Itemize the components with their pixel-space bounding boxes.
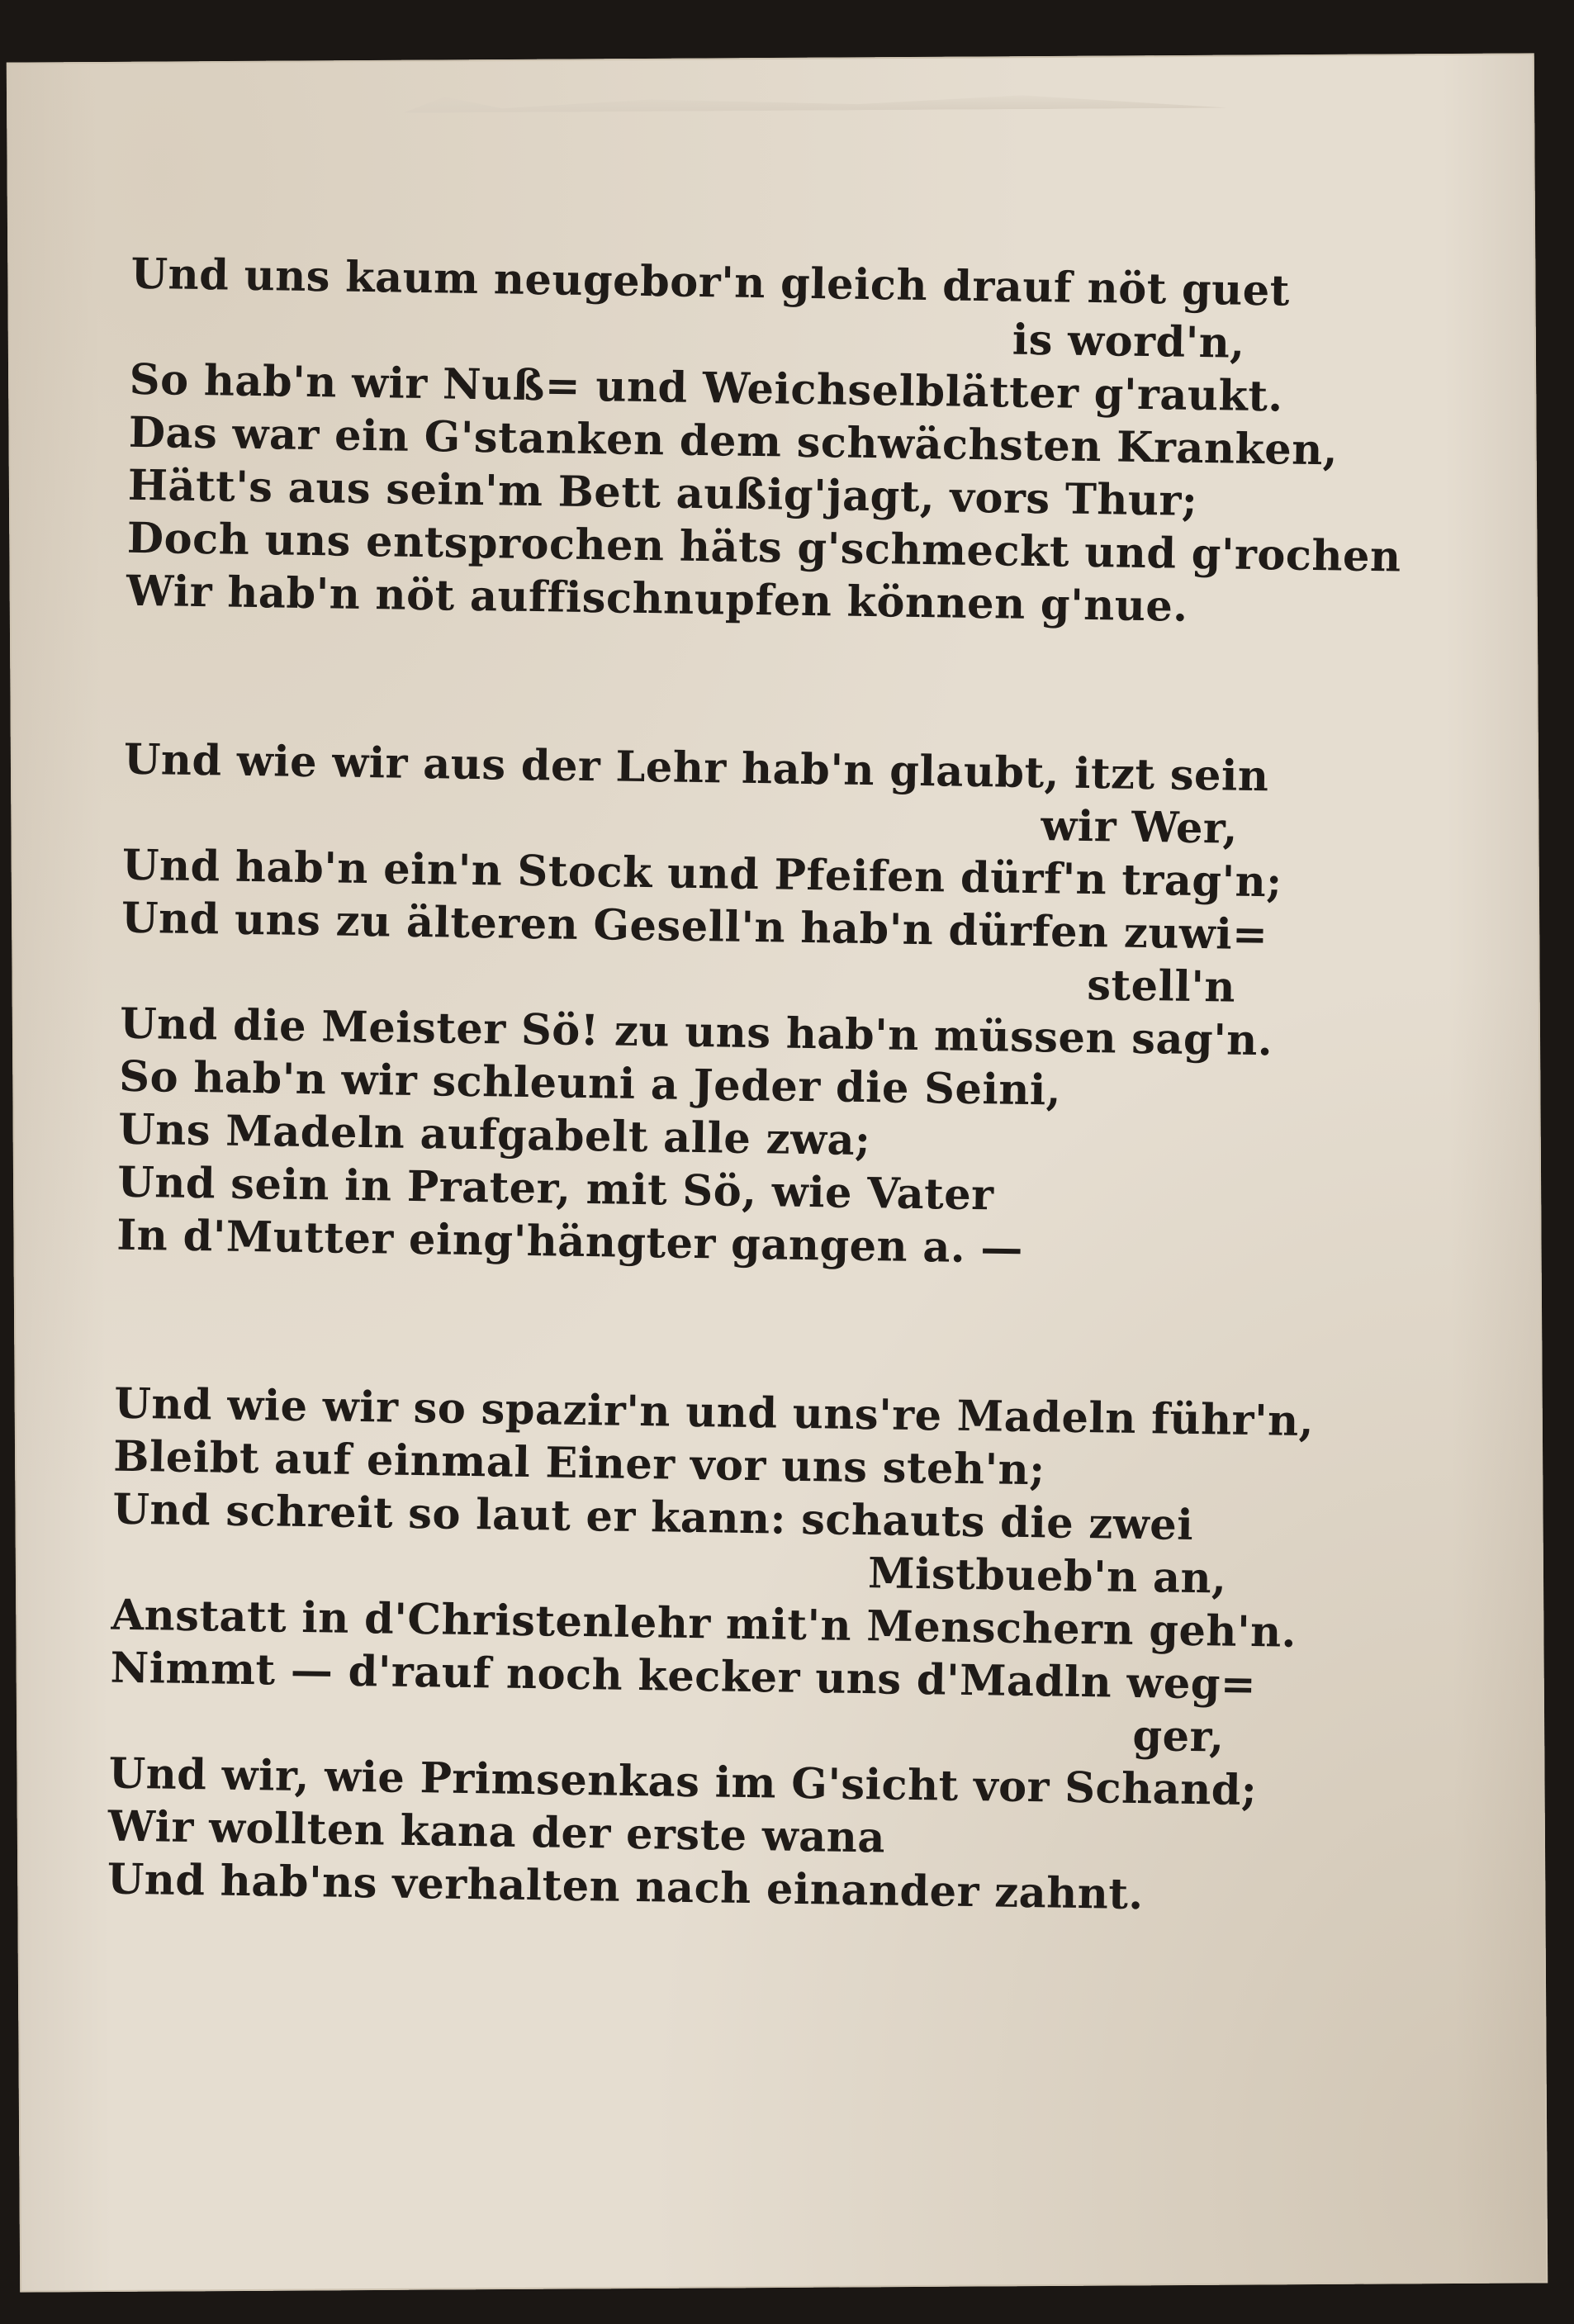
poem-line: So hab'n wir schleuni a Jeder die Seini, bbox=[118, 1051, 1062, 1116]
poem-line: Hätt's aus sein'm Bett außig'jagt, vors Thur; bbox=[127, 460, 1198, 526]
poem-line-continuation: Mistbueb'n an, bbox=[867, 1549, 1227, 1604]
poem-line: Nimmt — d'rauf noch kecker uns d'Madln weg= bbox=[110, 1643, 1257, 1710]
poem-line: Und hab'ns verhalten nach einander zahnt. bbox=[107, 1854, 1145, 1920]
poem-line: Und uns kaum neugebor'n gleich drauf nöt guet bbox=[130, 249, 1291, 316]
poem-line: Anstatt in d'Christenlehr mit'n Menschern geh'n. bbox=[111, 1590, 1297, 1658]
poem-line: Und wie wir so spazir'n und uns're Madeln führ'n, bbox=[113, 1378, 1315, 1447]
stanza bbox=[107, 1378, 1328, 1924]
poem-line: Und wie wir aus der Lehr hab'n glaubt, itzt sein bbox=[123, 734, 1269, 802]
poem-line-continuation: wir Wer, bbox=[1041, 801, 1239, 854]
poem-line: Das war ein G'stanken dem schwächsten Kranken, bbox=[128, 407, 1339, 476]
poem-line: Und die Meister Sö! zu uns hab'n müssen sag'n. bbox=[119, 998, 1273, 1066]
poem-line: Und wir, wie Primsenkas im G'sicht vor Schand; bbox=[108, 1748, 1258, 1816]
poem-line-continuation: is word'n, bbox=[1012, 315, 1246, 368]
poem-line: Wir wollten kana der erste wana bbox=[107, 1801, 886, 1863]
poem-line: Bleibt auf einmal Einer vor uns steh'n; bbox=[112, 1431, 1046, 1496]
poem-line: Und hab'n ein'n Stock und Pfeifen dürf'n trag'n; bbox=[121, 840, 1283, 908]
poem-line: Uns Madeln aufgabelt alle zwa; bbox=[117, 1104, 871, 1166]
poem-line-continuation: ger, bbox=[1132, 1710, 1225, 1762]
page-top-edge bbox=[403, 88, 1229, 113]
poem-line: Und sein in Prater, mit Sö, wie Vater bbox=[116, 1157, 994, 1221]
book-page bbox=[7, 53, 1548, 2292]
poem-line: Und uns zu älteren Gesell'n hab'n dürfen zuwi= bbox=[121, 893, 1268, 960]
poem-line: So hab'n wir Nuß= und Weichselblätter g'raukt. bbox=[129, 354, 1284, 422]
poem-line-continuation: stell'n bbox=[1086, 960, 1236, 1013]
poem-line: Doch uns entsprochen häts g'schmeckt und g'rochen bbox=[126, 513, 1401, 582]
poem-line: In d'Mutter eing'hängter gangen a. — bbox=[116, 1210, 1024, 1273]
poem-line: Und schreit so laut er kann: schauts die zwei bbox=[112, 1484, 1194, 1550]
poem-line: Wir hab'n nöt auffischnupfen können g'nue. bbox=[126, 566, 1188, 632]
stanza bbox=[116, 733, 1338, 1280]
stanza bbox=[126, 248, 1401, 636]
poem-text bbox=[107, 248, 1401, 1924]
